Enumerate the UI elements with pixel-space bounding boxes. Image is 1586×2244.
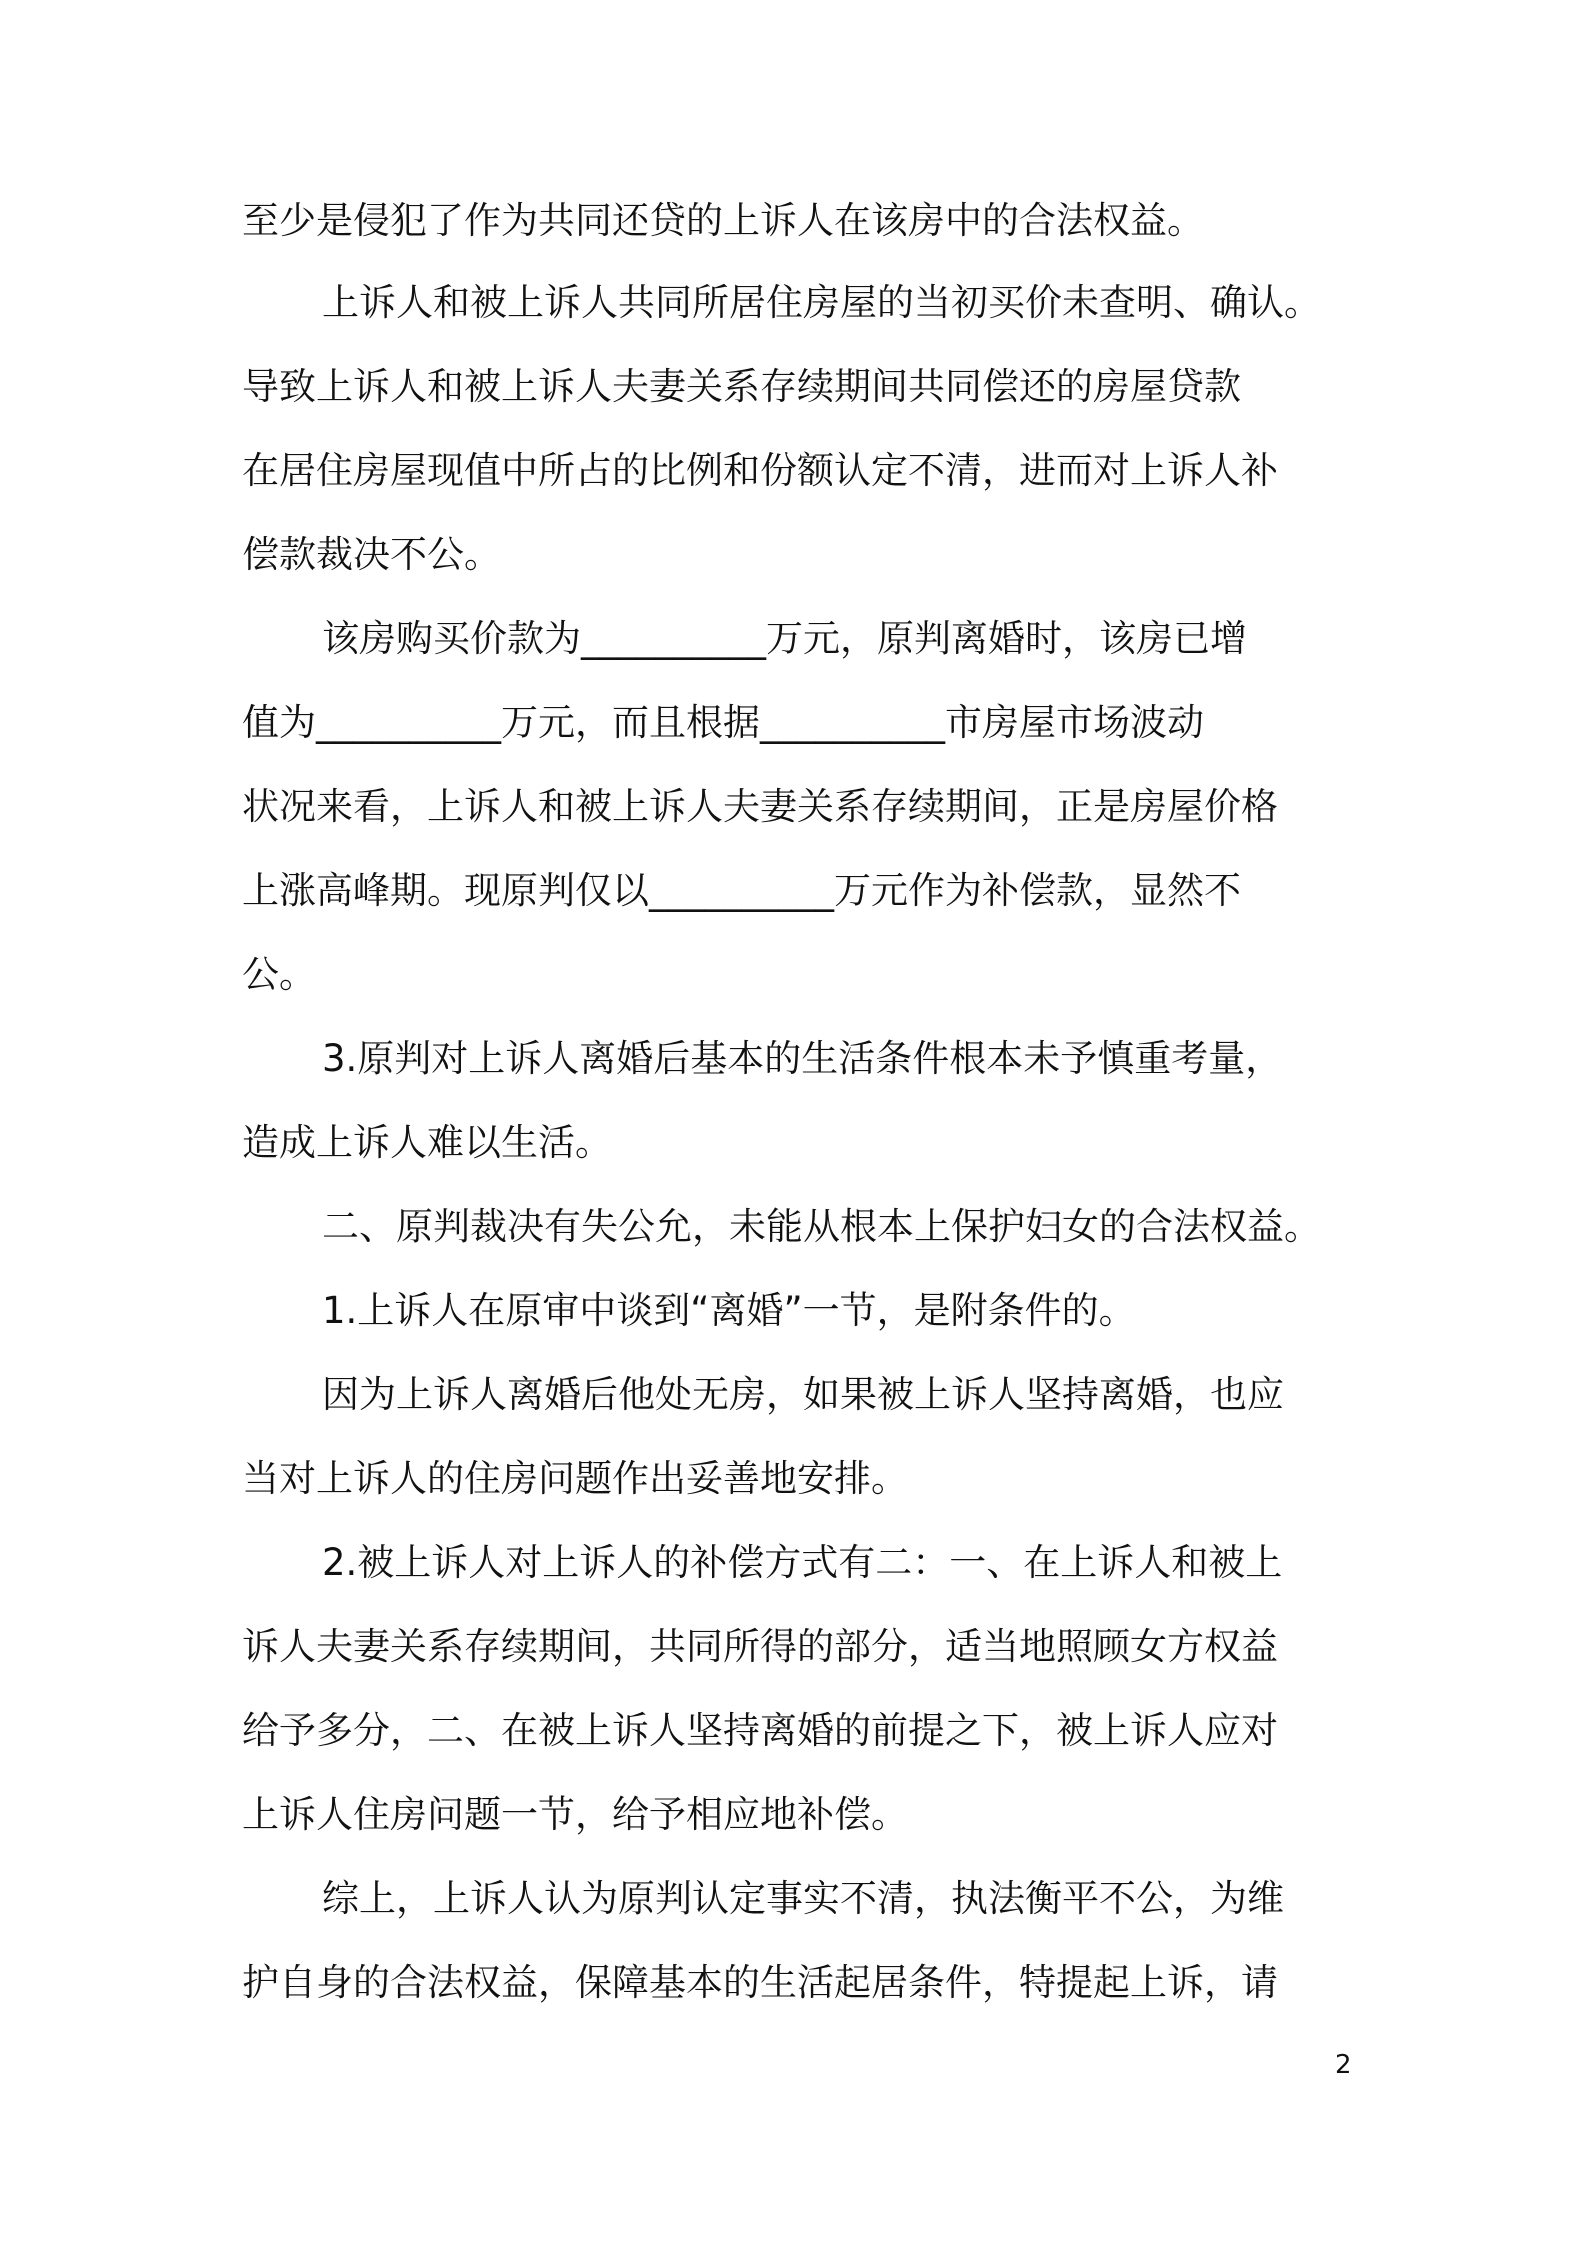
- text-line: 值为__________万元，而且根据__________市房屋市场波动: [242, 701, 1204, 744]
- text-line: 综上，上诉人认为原判认定事实不清，执法衡平不公，为维: [322, 1877, 1284, 1920]
- text-line: 诉人夫妻关系存续期间，共同所得的部分，适当地照顾女方权益: [242, 1625, 1278, 1668]
- text-line: 护自身的合法权益，保障基本的生活起居条件，特提起上诉，请: [242, 1961, 1278, 2004]
- text-line: 该房购买价款为__________万元，原判离婚时，该房已增: [322, 617, 1247, 660]
- text-line: 造成上诉人难以生活。: [242, 1121, 612, 1164]
- text-line: 上诉人和被上诉人共同所居住房屋的当初买价未查明、确认。: [322, 281, 1321, 324]
- text-line: 状况来看，上诉人和被上诉人夫妻关系存续期间，正是房屋价格: [242, 785, 1278, 828]
- text-line: 导致上诉人和被上诉人夫妻关系存续期间共同偿还的房屋贷款: [242, 365, 1241, 408]
- page-number: 2: [1335, 2050, 1352, 2080]
- text-line: 2.被上诉人对上诉人的补偿方式有二：一、在上诉人和被上: [322, 1541, 1283, 1584]
- text-line: 上涨高峰期。现原判仅以__________万元作为补偿款，显然不: [242, 869, 1241, 912]
- text-line: 公。: [242, 953, 316, 996]
- text-line: 偿款裁决不公。: [242, 533, 501, 576]
- text-line: 上诉人住房问题一节，给予相应地补偿。: [242, 1793, 908, 1836]
- text-line: 给予多分，二、在被上诉人坚持离婚的前提之下，被上诉人应对: [242, 1709, 1278, 1752]
- text-line: 3.原判对上诉人离婚后基本的生活条件根本未予慎重考量，: [322, 1037, 1283, 1080]
- text-line: 因为上诉人离婚后他处无房，如果被上诉人坚持离婚，也应: [322, 1373, 1284, 1416]
- text-line: 在居住房屋现值中所占的比例和份额认定不清，进而对上诉人补: [242, 449, 1278, 492]
- text-line: 至少是侵犯了作为共同还贷的上诉人在该房中的合法权益。: [242, 199, 1204, 242]
- text-line: 当对上诉人的住房问题作出妥善地安排。: [242, 1457, 908, 1500]
- text-line: 1.上诉人在原审中谈到“离婚”一节，是附条件的。: [322, 1289, 1136, 1332]
- text-line: 二、原判裁决有失公允，未能从根本上保护妇女的合法权益。: [322, 1205, 1321, 1248]
